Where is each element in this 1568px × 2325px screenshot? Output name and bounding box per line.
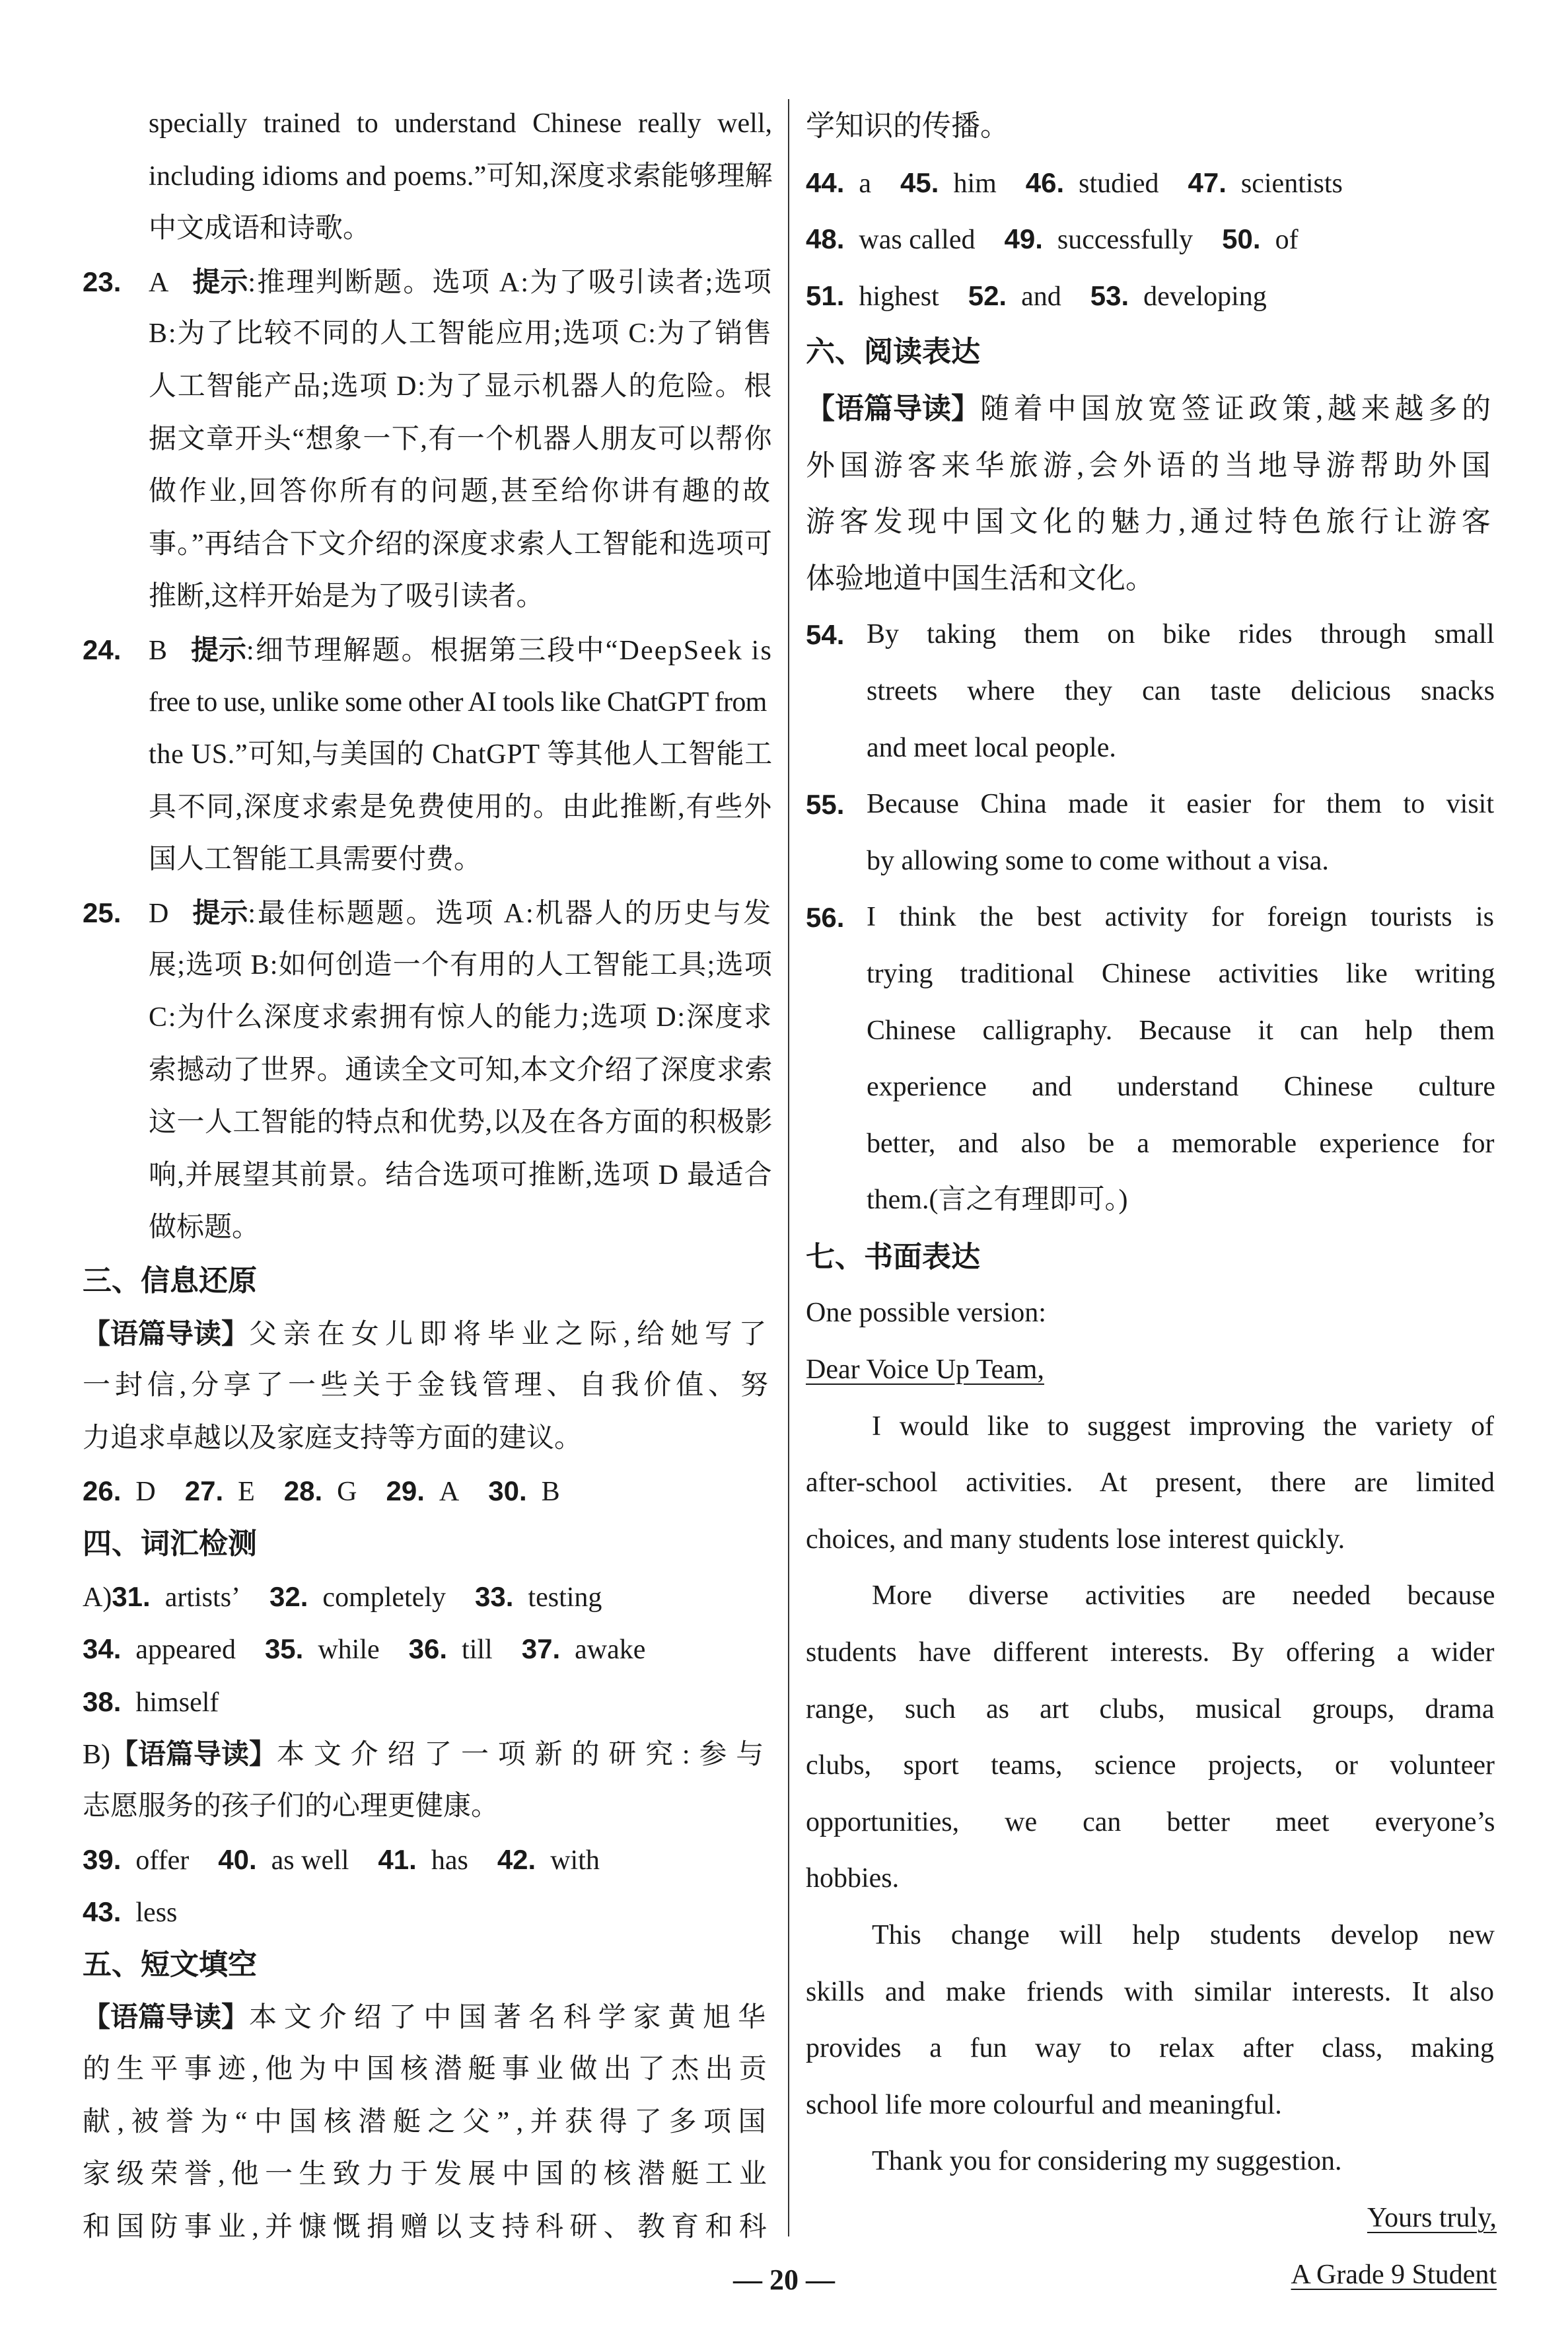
line-text: them.(言之有理即可。) xyxy=(867,1185,1128,1216)
text-line xyxy=(83,677,774,729)
column-divider xyxy=(788,99,789,2236)
paragraph-start xyxy=(806,1568,1497,1625)
answer-pair xyxy=(269,1570,446,1625)
passage-guide xyxy=(83,1728,774,1781)
answer-pair xyxy=(83,1623,236,1677)
answer-text: highest xyxy=(859,281,939,312)
line-text: 三、信息还原 xyxy=(83,1265,257,1298)
text-line xyxy=(83,2044,774,2096)
answer-pair xyxy=(1090,268,1267,326)
line-text: specially trained to understand Chinese really well, xyxy=(149,108,772,139)
line-text: hobbies. xyxy=(806,1863,900,1894)
text-line xyxy=(806,437,1497,494)
text-line xyxy=(806,2020,1497,2077)
line-text: free to use, unlike some other AI tools like ChatGPT from xyxy=(149,686,767,718)
answer-pair xyxy=(265,1623,380,1677)
guide-label: 【语篇导读】 xyxy=(83,1317,250,1349)
text-line xyxy=(83,1097,774,1150)
question-number: 49. xyxy=(1004,223,1043,255)
passage-guide xyxy=(83,1991,774,2044)
question-number: 40. xyxy=(218,1843,257,1875)
question-number: 35. xyxy=(264,1633,304,1665)
text-line xyxy=(83,1150,774,1202)
text-line xyxy=(806,550,1497,607)
line-text: 学知识的传播。 xyxy=(806,110,1009,142)
question-number: 24. xyxy=(83,634,122,665)
text-line xyxy=(83,1360,774,1413)
question-number: 38. xyxy=(83,1685,122,1717)
answer-pair xyxy=(806,211,975,269)
section-heading xyxy=(83,1255,774,1308)
answer-pair xyxy=(1188,155,1343,213)
answer-text: of xyxy=(1275,225,1299,256)
text-line xyxy=(806,1738,1497,1794)
answer-pair xyxy=(475,1570,602,1625)
answer-text: testing xyxy=(528,1582,602,1613)
line-text: 做作业,回答你所有的问题,甚至给你讲有趣的故 xyxy=(149,476,773,507)
answer-text: less xyxy=(135,1898,178,1929)
text-line xyxy=(83,1413,774,1465)
text-line xyxy=(806,2077,1497,2134)
line-text: skills and make friends with similar interests. It also xyxy=(806,1976,1494,2007)
line-text: 本文介绍了一项新的研究:参与 xyxy=(277,1740,773,1771)
hint-label: 提示 xyxy=(191,634,247,665)
question-number: 50. xyxy=(1222,223,1261,255)
text-line xyxy=(806,1172,1497,1229)
text-line xyxy=(806,1285,1497,1342)
line-text: after-school activities. At present, there are limited xyxy=(806,1467,1495,1498)
question-number: 56. xyxy=(806,902,845,934)
answer-pair xyxy=(1004,211,1193,269)
line-text: One possible version: xyxy=(806,1298,1046,1329)
line-text: 和国防事业,并慷慨捐赠以支持科研、教育和科 xyxy=(83,2211,773,2242)
text-line xyxy=(83,782,774,834)
line-text: opportunities, we can better meet everyone’s xyxy=(806,1806,1495,1837)
line-text: 六、阅读表达 xyxy=(806,336,980,369)
paragraph-start xyxy=(806,2133,1497,2190)
salutation xyxy=(806,1342,1497,1399)
answer-item xyxy=(83,256,774,309)
answer-pair xyxy=(488,1465,559,1519)
text-line xyxy=(83,361,774,414)
text-line xyxy=(806,663,1497,720)
text-line xyxy=(83,466,774,519)
line-text: 事。”再结合下文介绍的深度求索人工智能和选项可 xyxy=(149,529,773,560)
line-text: :推理判断题。选项 A:为了吸引读者;选项 xyxy=(248,267,773,298)
answer-pair xyxy=(522,1623,646,1677)
line-text: clubs, sport teams, science projects, or volunteer xyxy=(806,1750,1495,1781)
answer-text: completely xyxy=(322,1582,446,1613)
part-label: B) xyxy=(83,1740,110,1771)
line-text: 四、词汇检测 xyxy=(83,1528,257,1561)
line-text: streets where they can taste delicious snacks xyxy=(867,675,1495,706)
question-number: 55. xyxy=(806,789,845,821)
answer-text: D xyxy=(135,1477,156,1508)
line-text: Thank you for considering my suggestion. xyxy=(872,2146,1342,2177)
answer-pair xyxy=(1026,155,1159,213)
text-line xyxy=(806,1625,1497,1681)
answer-text: artists’ xyxy=(164,1582,241,1613)
answer-text: till xyxy=(462,1635,493,1666)
section-heading xyxy=(83,1518,774,1570)
line-text: provides a fun way to relax after class, making xyxy=(806,2033,1494,2064)
line-text: More diverse activities are needed because xyxy=(872,1580,1495,1611)
question-number: 26. xyxy=(83,1475,122,1507)
line-text: range, such as art clubs, musical groups, drama xyxy=(806,1693,1495,1724)
line-text: 本文介绍了中国著名科学家黄旭华 xyxy=(249,2003,773,2034)
line-text: experience and understand Chinese culture xyxy=(867,1072,1495,1103)
answer-row xyxy=(83,1676,774,1728)
line-text: I would like to suggest improving the variety of xyxy=(872,1411,1494,1442)
text-line xyxy=(806,1059,1497,1116)
answer-text: developing xyxy=(1143,281,1267,312)
signature-line xyxy=(806,2190,1497,2247)
line-text: school life more colourful and meaningful. xyxy=(806,2089,1282,2120)
text-line xyxy=(83,151,774,203)
answer-row xyxy=(83,1570,774,1623)
answer-pair xyxy=(900,155,997,213)
answer-text: with xyxy=(550,1845,600,1876)
question-number: 36. xyxy=(408,1633,448,1665)
answer-text: A xyxy=(439,1477,460,1508)
line-text: 具不同,深度求索是免费使用的。由此推断,有些外 xyxy=(149,792,773,823)
answer-text: scientists xyxy=(1240,168,1343,199)
answer-text: has xyxy=(431,1845,468,1876)
answer-pair xyxy=(112,1570,240,1625)
answer-text: B xyxy=(541,1477,560,1508)
answer-row xyxy=(83,1623,774,1676)
answer-text: awake xyxy=(575,1635,646,1666)
text-line xyxy=(806,1964,1497,2021)
text-line xyxy=(806,833,1497,890)
line-text: students have different interests. By offering a wider xyxy=(806,1637,1495,1668)
line-text: I think the best activity for foreign tourists is xyxy=(867,902,1494,933)
question-number: 53. xyxy=(1090,279,1129,311)
answer-item xyxy=(83,887,774,940)
answer-text: G xyxy=(337,1477,357,1508)
question-number: 41. xyxy=(378,1843,417,1875)
paragraph-start xyxy=(806,1399,1497,1456)
line-text: 七、书面表达 xyxy=(806,1240,980,1273)
answer-pair xyxy=(1222,211,1298,269)
answer-text: studied xyxy=(1079,168,1159,199)
answer-pair xyxy=(83,1886,177,1940)
text-line xyxy=(83,1202,774,1255)
answer-pair xyxy=(409,1623,493,1677)
answer-item xyxy=(83,624,774,677)
line-text: B:为了比较不同的人工智能应用;选项 C:为了销售 xyxy=(149,318,773,350)
answer-pair xyxy=(185,1465,255,1519)
line-text: 五、短文填空 xyxy=(83,1948,257,1981)
line-text: 志愿服务的孩子们的心理更健康。 xyxy=(83,1791,499,1822)
line-text: 献,被誉为“中国核潜艇之父”,并获得了多项国 xyxy=(83,2106,773,2137)
text-line xyxy=(83,2149,774,2201)
text-line xyxy=(806,98,1497,155)
text-line xyxy=(806,1003,1497,1060)
text-line xyxy=(806,1851,1497,1907)
line-text: Dear Voice Up Team, xyxy=(806,1354,1044,1385)
question-number: 48. xyxy=(806,223,845,255)
answer-pair xyxy=(806,268,939,326)
answer-item xyxy=(806,776,1497,833)
answer-letter: A xyxy=(149,267,169,298)
text-line xyxy=(83,2096,774,2149)
guide-label: 【语篇导读】 xyxy=(806,392,980,425)
line-text: better, and also be a memorable experience for xyxy=(867,1128,1495,1159)
line-text: 索撼动了世界。通读全文可知,本文介绍了深度求索 xyxy=(149,1054,773,1086)
section-heading xyxy=(806,1229,1497,1286)
answer-text: and xyxy=(1021,281,1061,312)
line-text: Yours truly, xyxy=(1367,2202,1497,2233)
page-number: — 20 — xyxy=(733,2264,835,2296)
question-number: 32. xyxy=(269,1580,308,1612)
line-text: 人工智能产品;选项 D:为了显示机器人的危险。根 xyxy=(149,371,773,402)
answer-pair xyxy=(284,1465,357,1519)
line-text: Because China made it easier for them to visit xyxy=(867,789,1494,820)
answer-text: himself xyxy=(135,1687,219,1718)
line-text: trying traditional Chinese activities like writing xyxy=(867,958,1495,989)
question-number: 31. xyxy=(112,1580,151,1612)
line-text: A Grade 9 Student xyxy=(1291,2259,1497,2290)
line-text: 体验地道中国生活和文化。 xyxy=(806,562,1155,595)
question-number: 54. xyxy=(806,619,845,651)
text-line xyxy=(83,1781,774,1833)
section-heading xyxy=(806,324,1497,381)
question-number: 29. xyxy=(386,1475,425,1507)
text-line xyxy=(83,729,774,782)
line-text: C:为什么深度求索拥有惊人的能力;选项 D:深度求 xyxy=(149,1002,773,1033)
line-text: 力追求卓越以及家庭支持等方面的建议。 xyxy=(83,1422,583,1454)
line-text: 这一人工智能的特点和优势,以及在各方面的积极影 xyxy=(149,1107,773,1138)
line-text: :细节理解题。根据第三段中“DeepSeek is xyxy=(246,635,773,666)
text-line xyxy=(83,834,774,887)
left-column xyxy=(83,98,774,2254)
paragraph-start xyxy=(806,1907,1497,1964)
text-line xyxy=(806,1681,1497,1738)
answer-pair xyxy=(83,1465,156,1519)
answer-pair xyxy=(806,155,871,213)
text-line xyxy=(83,308,774,361)
answer-item xyxy=(806,889,1497,946)
text-line xyxy=(806,720,1497,777)
text-line xyxy=(806,494,1497,550)
answer-text: successfully xyxy=(1057,225,1194,256)
answer-row xyxy=(83,1833,774,1886)
text-line xyxy=(83,2201,774,2254)
answer-letter: D xyxy=(149,898,169,929)
text-line xyxy=(83,992,774,1045)
answer-row xyxy=(806,268,1497,324)
part-label: A) xyxy=(83,1582,112,1613)
text-line xyxy=(806,1455,1497,1512)
answer-pair xyxy=(83,1833,189,1888)
answer-pair xyxy=(497,1833,600,1888)
passage-guide xyxy=(83,1308,774,1360)
hint-label: 提示 xyxy=(192,266,248,297)
line-text: by allowing some to come without a visa. xyxy=(867,845,1329,876)
answer-text: offer xyxy=(135,1845,190,1876)
text-line xyxy=(83,940,774,992)
text-line xyxy=(806,946,1497,1003)
question-number: 27. xyxy=(184,1475,224,1507)
question-number: 28. xyxy=(283,1475,323,1507)
line-text: 游客发现中国文化的魅力,通过特色旅行让游客 xyxy=(806,505,1495,538)
text-line xyxy=(83,519,774,572)
line-text: By taking them on bike rides through small xyxy=(867,619,1495,650)
line-text: 父亲在女儿即将毕业之际,给她写了 xyxy=(249,1319,773,1350)
question-number: 45. xyxy=(900,166,939,198)
line-text: 国人工智能工具需要付费。 xyxy=(149,844,482,875)
answer-pair xyxy=(386,1465,460,1519)
text-line xyxy=(806,1116,1497,1173)
line-text: :最佳标题题。选项 A:机器人的历史与发 xyxy=(248,898,773,929)
answer-pair xyxy=(968,268,1061,326)
text-line xyxy=(806,1794,1497,1851)
answer-row xyxy=(83,1886,774,1938)
line-text: 做标题。 xyxy=(149,1212,260,1243)
question-number: 42. xyxy=(497,1843,536,1875)
answer-letter: B xyxy=(149,635,168,666)
passage-guide xyxy=(806,381,1497,437)
answer-pair xyxy=(378,1833,468,1888)
line-text: the US.”可知,与美国的 ChatGPT 等其他人工智能工 xyxy=(149,739,773,770)
line-text: Chinese calligraphy. Because it can help them xyxy=(867,1015,1495,1046)
line-text: This change will help students develop new xyxy=(872,1920,1495,1950)
answer-text: E xyxy=(238,1477,255,1508)
line-text: 据文章开头“想象一下,有一个机器人朋友可以帮你 xyxy=(149,424,773,455)
line-text: 家级荣誉,他一生致力于发展中国的核潜艇工业 xyxy=(83,2159,773,2190)
line-text: 中文成语和诗歌。 xyxy=(149,213,371,244)
answer-item xyxy=(806,607,1497,663)
text-line xyxy=(83,203,774,256)
line-text: 推断,这样开始是为了吸引读者。 xyxy=(149,581,544,612)
question-number: 46. xyxy=(1025,166,1065,198)
answer-text: while xyxy=(318,1635,380,1666)
text-line xyxy=(83,1045,774,1097)
question-number: 43. xyxy=(83,1896,122,1928)
answer-text: was called xyxy=(859,225,976,256)
question-number: 52. xyxy=(968,279,1007,311)
answer-text: him xyxy=(953,168,997,199)
line-text: including idioms and poems.”可知,深度求索能够理解 xyxy=(149,161,773,192)
answer-row xyxy=(83,1465,774,1518)
question-number: 33. xyxy=(475,1580,514,1612)
question-number: 47. xyxy=(1188,166,1227,198)
answer-text: appeared xyxy=(135,1635,236,1666)
question-number: 39. xyxy=(83,1843,122,1875)
right-column xyxy=(806,98,1497,2303)
text-line xyxy=(83,98,774,151)
text-line xyxy=(83,571,774,624)
question-number: 34. xyxy=(83,1633,122,1665)
answer-row xyxy=(806,211,1497,268)
guide-label: 【语篇导读】 xyxy=(110,1738,277,1770)
line-text: and meet local people. xyxy=(867,732,1116,763)
line-text: 响,并展望其前景。结合选项可推断,选项 D 最适合 xyxy=(149,1160,773,1191)
text-line xyxy=(83,414,774,466)
question-number: 51. xyxy=(806,279,845,311)
answer-text: a xyxy=(859,168,872,199)
guide-label: 【语篇导读】 xyxy=(83,2001,250,2033)
question-number: 25. xyxy=(83,897,122,928)
answer-pair xyxy=(83,1676,219,1730)
section-heading xyxy=(83,1938,774,1991)
line-text: choices, and many students lose interest quickly. xyxy=(806,1524,1345,1555)
line-text: 展;选项 B:如何创造一个有用的人工智能工具;选项 xyxy=(149,949,773,980)
answer-pair xyxy=(218,1833,349,1888)
answer-text: as well xyxy=(271,1845,349,1876)
line-text: 随着中国放宽签证政策,越来越多的 xyxy=(980,392,1495,425)
question-number: 37. xyxy=(521,1633,561,1665)
hint-label: 提示 xyxy=(192,897,248,928)
question-number: 44. xyxy=(806,166,845,198)
question-number: 23. xyxy=(83,266,122,297)
answer-row xyxy=(806,155,1497,211)
line-text: 外国游客来华旅游,会外语的当地导游帮助外国 xyxy=(806,449,1495,482)
line-text: 一封信,分享了一些关于金钱管理、自我价值、努 xyxy=(83,1370,773,1401)
line-text: 的生平事迹,他为中国核潜艇事业做出了杰出贡 xyxy=(83,2053,773,2085)
question-number: 30. xyxy=(488,1475,527,1507)
text-line xyxy=(806,1512,1497,1568)
